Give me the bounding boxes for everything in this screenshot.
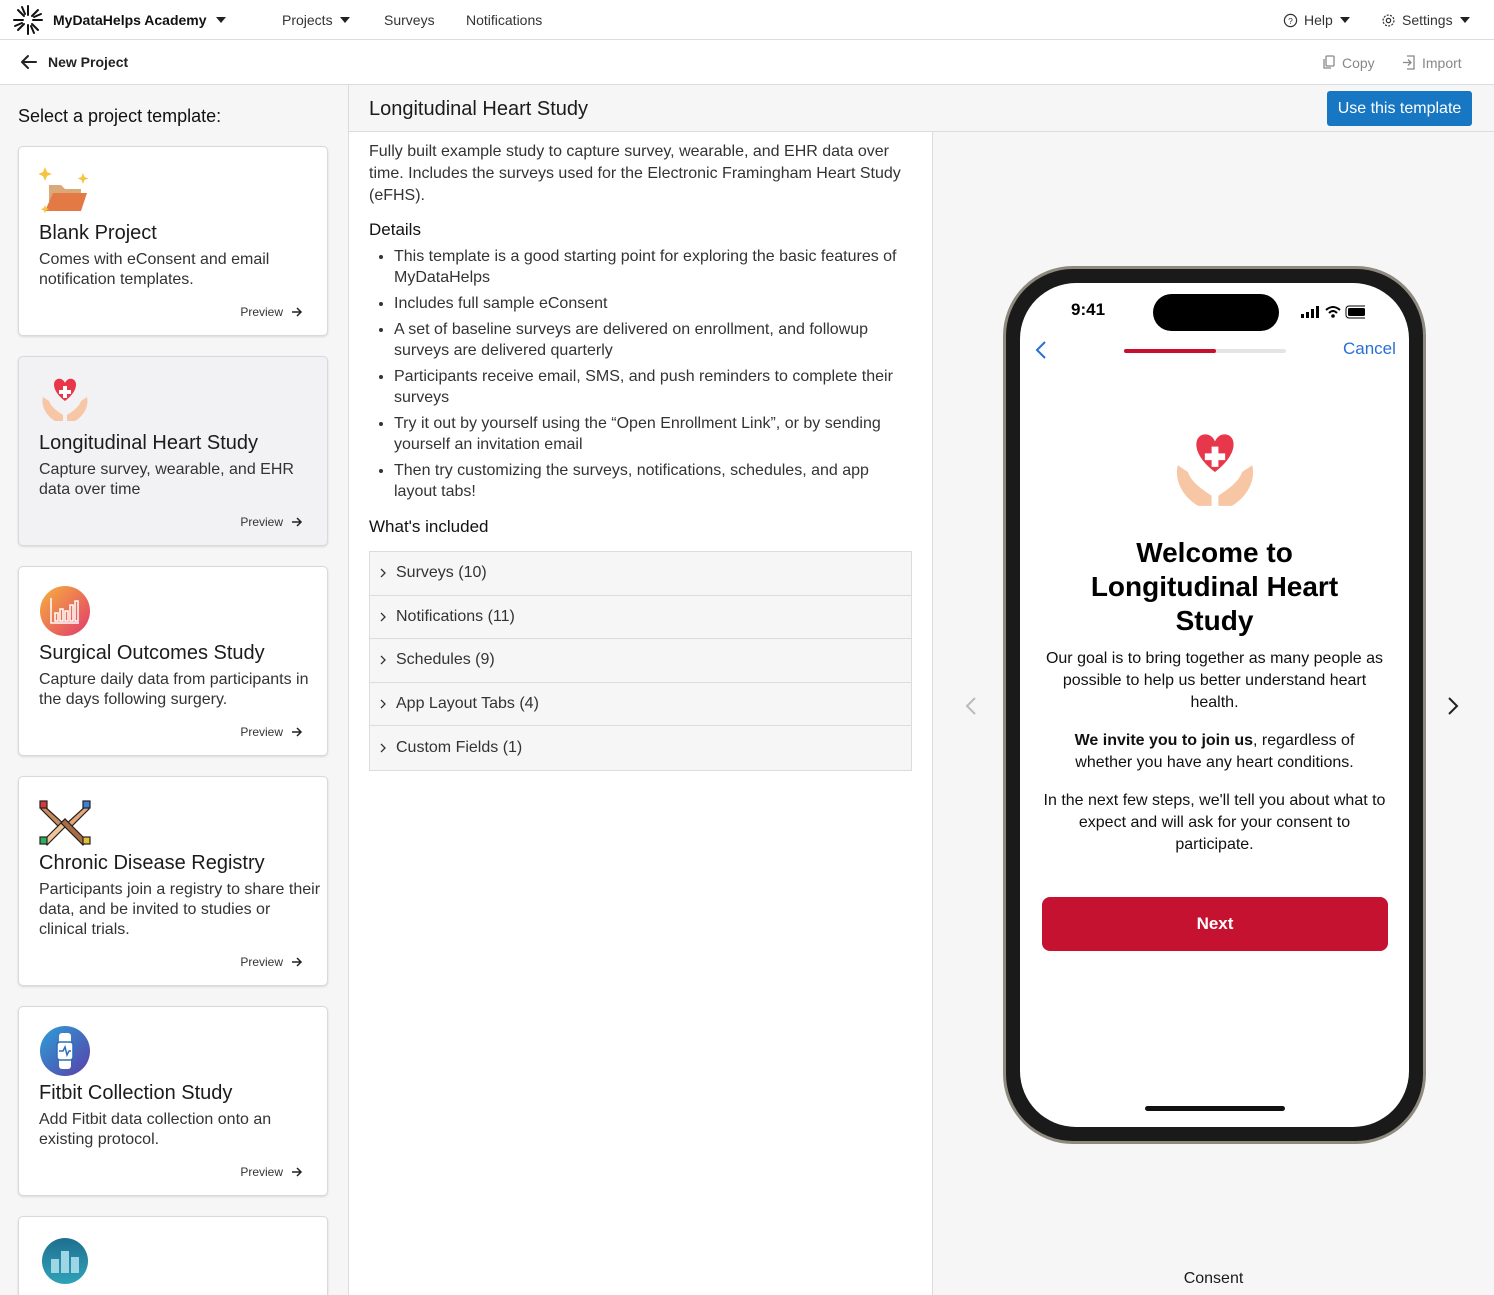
next-screen-icon[interactable] — [1447, 696, 1459, 716]
chevron-down-icon — [1460, 17, 1470, 23]
page-header — [0, 40, 1494, 85]
help-menu[interactable] — [1283, 0, 1350, 40]
nav-surveys[interactable] — [384, 0, 435, 40]
template-card-chronic-disease[interactable] — [18, 776, 328, 986]
template-list-heading: Select a project template: — [18, 106, 222, 126]
details-heading: Details — [369, 220, 421, 239]
template-card-blank-project[interactable] — [18, 146, 328, 336]
brand-menu[interactable] — [12, 4, 226, 36]
arrow-right-icon — [291, 957, 303, 967]
chevron-right-icon — [380, 743, 386, 753]
chart-badge-icon — [39, 585, 91, 637]
home-indicator — [1145, 1106, 1285, 1111]
nav-notifications[interactable] — [466, 0, 542, 40]
preview-label: Preview — [240, 1165, 283, 1179]
chevron-right-icon — [380, 568, 386, 578]
nav-projects-label: Projects — [282, 12, 333, 28]
chevron-down-icon — [1340, 17, 1350, 23]
copy-button[interactable] — [1322, 40, 1375, 85]
settings-label: Settings — [1402, 12, 1453, 28]
stacked-hands-icon — [39, 795, 91, 847]
details-item: • This template is a good starting point for exploring the basic features of MyDataHelps — [394, 246, 909, 288]
details-item: • Includes full sample eConsent — [394, 293, 909, 314]
details-item: • Try it out by yourself using the “Open Enrollment Link”, or by sending yourself an invitation email — [394, 413, 909, 455]
status-icons — [1301, 305, 1365, 319]
copy-label: Copy — [1342, 54, 1375, 71]
preview-link[interactable] — [240, 305, 303, 319]
nav-notifications-label: Notifications — [466, 12, 543, 28]
status-time: 9:41 — [1071, 300, 1106, 319]
preview-label: Preview — [240, 955, 283, 969]
invite-bold: We invite you to join us — [1074, 732, 1253, 749]
svg-text:?: ? — [1288, 15, 1293, 26]
accordion-label: Surveys (10) — [396, 564, 487, 582]
included-heading: What's included — [369, 517, 489, 536]
template-card-longitudinal-heart[interactable] — [18, 356, 328, 546]
preview-link[interactable] — [240, 515, 303, 529]
template-desc: Comes with eConsent and email notification templates. — [39, 251, 270, 288]
chevron-down-icon — [340, 17, 350, 23]
template-desc: Capture survey, wearable, and EHR data over time — [39, 461, 294, 498]
invite-rest: , regardless of whether you have any heart conditions. — [1075, 732, 1355, 771]
brand-name: MyDataHelps Academy — [53, 11, 207, 28]
onboarding-progress — [1124, 349, 1286, 353]
accordion-label: App Layout Tabs (4) — [396, 695, 539, 713]
template-title: Surgical Outcomes Study — [39, 642, 265, 664]
heart-hands-icon — [39, 375, 91, 427]
template-list — [0, 85, 349, 1295]
details-list — [369, 246, 909, 502]
folder-sparkle-icon — [39, 165, 91, 217]
template-desc: Participants join a registry to share their data, and be invited to studies or clinical trials. — [39, 881, 321, 938]
heart-hands-icon — [1171, 428, 1259, 516]
accordion-label: Schedules (9) — [396, 651, 495, 669]
preview-link[interactable] — [240, 1165, 303, 1179]
dynamic-island — [1153, 294, 1279, 331]
preview-label: Preview — [240, 305, 283, 319]
copy-icon — [1322, 55, 1336, 70]
template-intro: Fully built example study to capture survey, wearable, and EHR data over time. Includes the surveys used for the Electronic Framingham Heart Study (eFHS). — [369, 143, 901, 204]
import-label: Import — [1422, 54, 1462, 71]
template-card-fitbit-collection[interactable] — [18, 1006, 328, 1196]
template-title: Blank Project — [39, 222, 157, 244]
template-details — [369, 141, 909, 537]
nav-surveys-label: Surveys — [384, 12, 435, 28]
arrow-right-icon — [291, 727, 303, 737]
help-label: Help — [1304, 12, 1333, 28]
phone-preview-panel — [933, 132, 1494, 1295]
phone-frame — [1003, 266, 1426, 1144]
chevron-right-icon — [380, 699, 386, 709]
template-card-partial[interactable] — [18, 1216, 328, 1295]
accordion-custom-fields[interactable] — [370, 726, 911, 770]
template-title: Longitudinal Heart Study — [39, 432, 259, 454]
settings-menu[interactable] — [1381, 0, 1470, 40]
use-template-button[interactable]: Use this template — [1327, 91, 1472, 126]
template-detail-title: Longitudinal Heart Study — [369, 98, 589, 120]
accordion-schedules[interactable] — [370, 639, 911, 683]
preview-screen-caption: Consent — [1183, 1270, 1244, 1287]
phone-cancel-button[interactable]: Cancel — [1343, 339, 1396, 358]
phone-next-button[interactable]: Next — [1042, 897, 1388, 951]
onboarding-progress-fill — [1124, 349, 1216, 353]
import-icon — [1402, 55, 1416, 70]
welcome-paragraph-1: Our goal is to bring together as many people as possible to help us better understand heart health. — [1045, 650, 1384, 711]
top-nav-bar — [0, 0, 1494, 40]
watch-badge-icon — [39, 1025, 91, 1077]
accordion-label: Notifications (11) — [396, 607, 515, 625]
template-desc: Add Fitbit data collection onto an existing protocol. — [39, 1111, 272, 1148]
page-title: New Project — [48, 54, 129, 70]
details-item: • Then try customizing the surveys, notifications, schedules, and app layout tabs! — [394, 460, 909, 502]
accordion-surveys[interactable] — [370, 552, 911, 596]
preview-label: Preview — [240, 515, 283, 529]
template-card-surgical-outcomes[interactable] — [18, 566, 328, 756]
import-button[interactable] — [1402, 40, 1462, 85]
phone-screen — [1020, 283, 1409, 1127]
buildings-badge-icon — [41, 1237, 89, 1285]
included-accordion — [369, 551, 912, 771]
details-item: • A set of baseline surveys are delivered on enrollment, and followup surveys are delivered quarterly — [394, 319, 909, 361]
accordion-notifications[interactable] — [370, 596, 911, 640]
help-circle-icon — [1283, 13, 1298, 28]
arrow-right-icon — [291, 307, 303, 317]
gear-icon — [1381, 13, 1396, 28]
phone-back-icon[interactable] — [1035, 340, 1047, 360]
template-detail-header — [349, 85, 1494, 132]
nav-projects[interactable] — [282, 0, 350, 40]
mydatahelps-logo-icon — [12, 4, 44, 36]
preview-label: Preview — [240, 725, 283, 739]
welcome-paragraph-3: In the next few steps, we'll tell you about what to expect and will ask for your consent to participate. — [1043, 792, 1386, 853]
preview-link[interactable] — [240, 955, 303, 969]
preview-link[interactable] — [240, 725, 303, 739]
chevron-right-icon — [380, 612, 386, 622]
arrow-right-icon — [291, 517, 303, 527]
accordion-label: Custom Fields (1) — [396, 739, 523, 757]
chevron-right-icon — [380, 655, 386, 665]
arrow-left-icon — [20, 54, 38, 70]
template-title: Fitbit Collection Study — [39, 1082, 233, 1104]
template-desc: Capture daily data from participants in the days following surgery. — [39, 671, 309, 708]
template-title: Chronic Disease Registry — [39, 852, 265, 874]
back-button[interactable] — [20, 54, 128, 70]
details-item: • Participants receive email, SMS, and push reminders to complete their surveys — [394, 366, 909, 408]
previous-screen-icon[interactable] — [965, 696, 977, 716]
accordion-app-layout-tabs[interactable] — [370, 683, 911, 727]
welcome-title: Welcome to Longitudinal Heart Study — [1090, 537, 1339, 636]
chevron-down-icon — [216, 17, 226, 23]
welcome-paragraph-2 — [1042, 730, 1387, 774]
arrow-right-icon — [291, 1167, 303, 1177]
